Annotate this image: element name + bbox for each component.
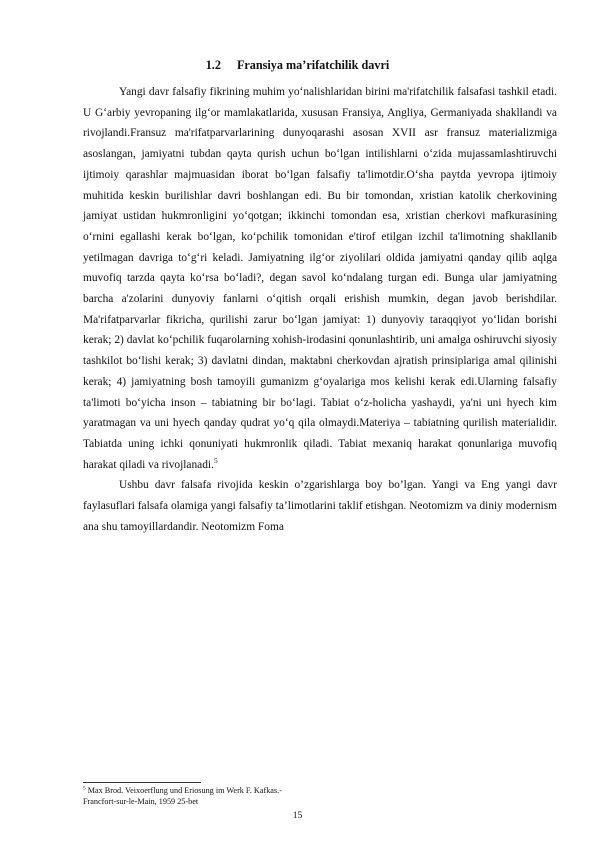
footnote-marker: 5 (83, 785, 86, 792)
footnote-line-2: Francfort-sur-le-Main, 1959 25-bet (83, 797, 199, 806)
footnote-citation: Max Brod. Veixoerflung und Eriosung im Werk F. Kafkas.- (87, 786, 282, 795)
body-text (83, 82, 557, 537)
section-heading (0, 58, 595, 73)
paragraph-2-text: Ushbu davr falsafa rivojida keskin o’zgarishlarga boy bo’lgan. Yangi va Eng yangi davr faylasuflari falsafa olamiga yangi falsafiy ta’limotlarini taklif etishgan. Neotomizm va diniy modernism ana shu tamoyillardandir. Neotomizm Foma (83, 479, 557, 533)
paragraph-2 (83, 475, 557, 537)
footnote-reference[interactable]: 5 (213, 455, 218, 465)
footnote (83, 785, 557, 807)
footnote-line-1 (83, 785, 557, 796)
paragraph-1-text: Yangi davr falsafiy fikrining muhim yo‘nalishlaridan birini ma'rifatchilik falsafasi tashkil etadi. U G‘arbiy yevropaning ilg‘or mamlakatlarida, xususan Fransiya, Angliya, Germaniyada shakllandi va rivojlandi.Fransuz ma'rifatparvarlarining dunyoqarashi asosan XVII asr fransuz materializmiga asoslangan, jamiyatni tubdan qayta qurish uchun bo‘lgan intilishlarni o‘zida mujassamlashtiruvchi ijtimoiy qarashlar majmuasidan iborat bo‘lgan falsafiy ta'limotdir.O‘sha paytda yevropa ijtimoiy muhitida keskin burilishlar davri boshlangan edi. Bu bir tomondan, xristian katolik cherkovining jamiyat ustidan hukmronligini yo‘qotgan; ikkinchi tomondan esa, xristian cherkovi mafkurasining o‘rnini egallashi kerak bo‘lgan, ko‘pchilik tomonidan e'tirof etilgan izchil ta'limotning shakllanib yetilmagan davriga to‘g‘ri keladi. Jamiyatning ilg‘or ziyolilari oldida jamiyatni qanday qilib aqlga muvofiq tarzda qayta ko‘rsa bo‘ladi?, degan savol ko‘ndalang turgan edi. Bunga ular jamiyatning barcha a'zolarini dunyoviy fanlarni o‘qitish orqali erishish mumkin, degan javob berishdilar. Ma'rifatparvarlar fikricha, qurilishi zarur bo‘lgan jamiyat: 1) dunyoviy taraqqiyot yo‘lidan borishi kerak; 2) davlat ko‘pchilik fuqarolarning xohish-irodasini qonunlashtirib, uni amalga oshiruvchi siyosiy tashkilot bo‘lishi kerak; 3) davlatni dindan, maktabni cherkovdan ajratish prinsiplariga amal qilinishi kerak; 4) jamiyatning bosh tamoyili gumanizm g‘oyalariga mos kelishi kerak edi.Ularning falsafiy ta'limoti bo‘yicha inson – tabiatning bir bo‘lagi. Tabiat o‘z-holicha yashaydi, ya'ni uni hyech kim yaratmagan va uni hyech qanday qudrat yo‘q qila olmaydi.Materiya – tabiatning qurilish materialidir. Tabiatda uning ichki qonuniyati hukmronlik qiladi. Tabiat mexaniq harakat qonunlariga muvofiq harakat qiladi va rivojlanadi. (83, 86, 557, 471)
paragraph-1 (83, 82, 557, 475)
page-number: 15 (292, 810, 303, 821)
section-title: Fransiya ma’rifatchilik davri (236, 58, 390, 72)
section-number: 1.2 (205, 58, 221, 72)
footnote-divider (83, 782, 201, 783)
